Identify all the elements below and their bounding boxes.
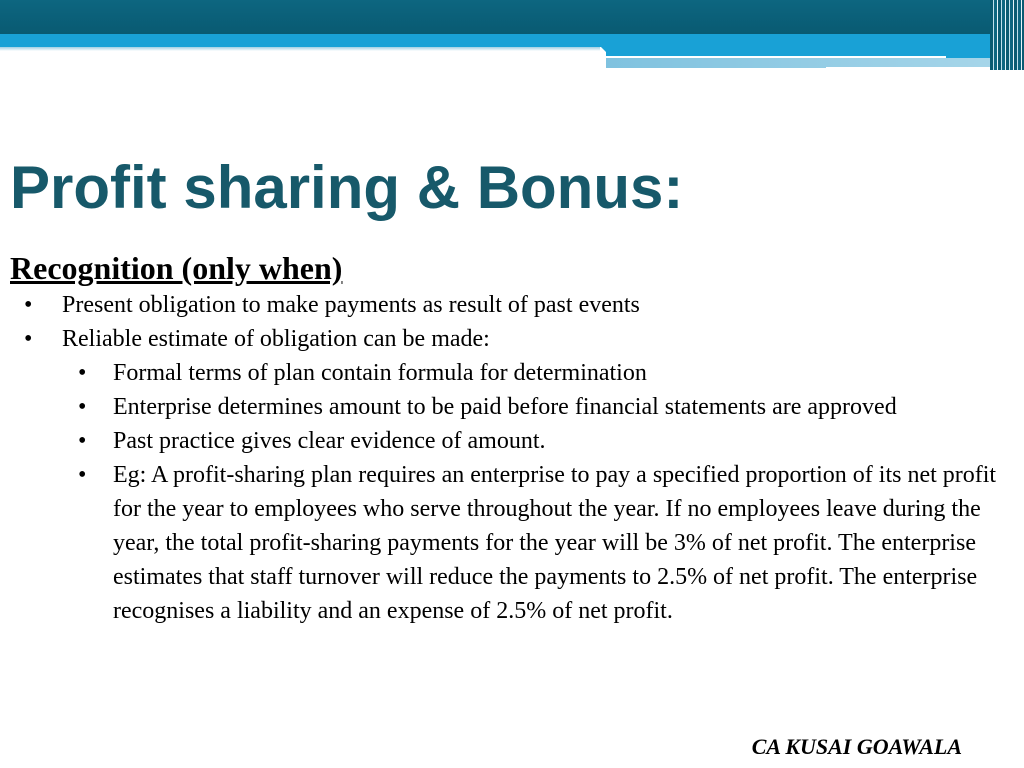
sub-bullet-list bbox=[10, 356, 1010, 628]
bullet-item bbox=[10, 288, 1010, 322]
header-accent-line-lower bbox=[826, 67, 1006, 70]
sub-bullet-item: • Enterprise determines amount to be paid before financial statements are approved bbox=[10, 390, 1010, 424]
slide-body bbox=[10, 248, 1010, 628]
sub-bullet-item: • Past practice gives clear evidence of amount. bbox=[10, 424, 1010, 458]
header-dark-band bbox=[0, 0, 1024, 34]
header-accent-line bbox=[606, 56, 946, 58]
bullet-text: Present obligation to make payments as result of past events bbox=[62, 292, 640, 318]
header-stripes bbox=[990, 0, 1024, 70]
bullet-item bbox=[10, 322, 1010, 628]
slide-title: Profit sharing & Bonus: bbox=[10, 154, 684, 221]
header-shadow bbox=[0, 47, 600, 51]
section-subheading: Recognition (only when) bbox=[10, 250, 343, 286]
bullet-list bbox=[10, 288, 1010, 628]
header-blue-band bbox=[0, 34, 1024, 47]
author-footer: CA KUSAI GOAWALA bbox=[751, 734, 962, 759]
sub-bullet-item: • Eg: A profit-sharing plan requires an enterprise to pay a specified proportion of its net profit for the year to employees who serve throughout the year. If no employees leave during the year, the total profit-sharing payments for the year will be 3% of net profit. The enterprise estimates that staff turnover will reduce the payments to 2.5% of net profit. The enterprise recognises a liability and an expense of 2.5% of net profit. bbox=[10, 458, 1010, 628]
sub-bullet-item: • Formal terms of plan contain formula for determination bbox=[10, 356, 1010, 390]
bullet-text: Reliable estimate of obligation can be made: bbox=[62, 326, 490, 352]
